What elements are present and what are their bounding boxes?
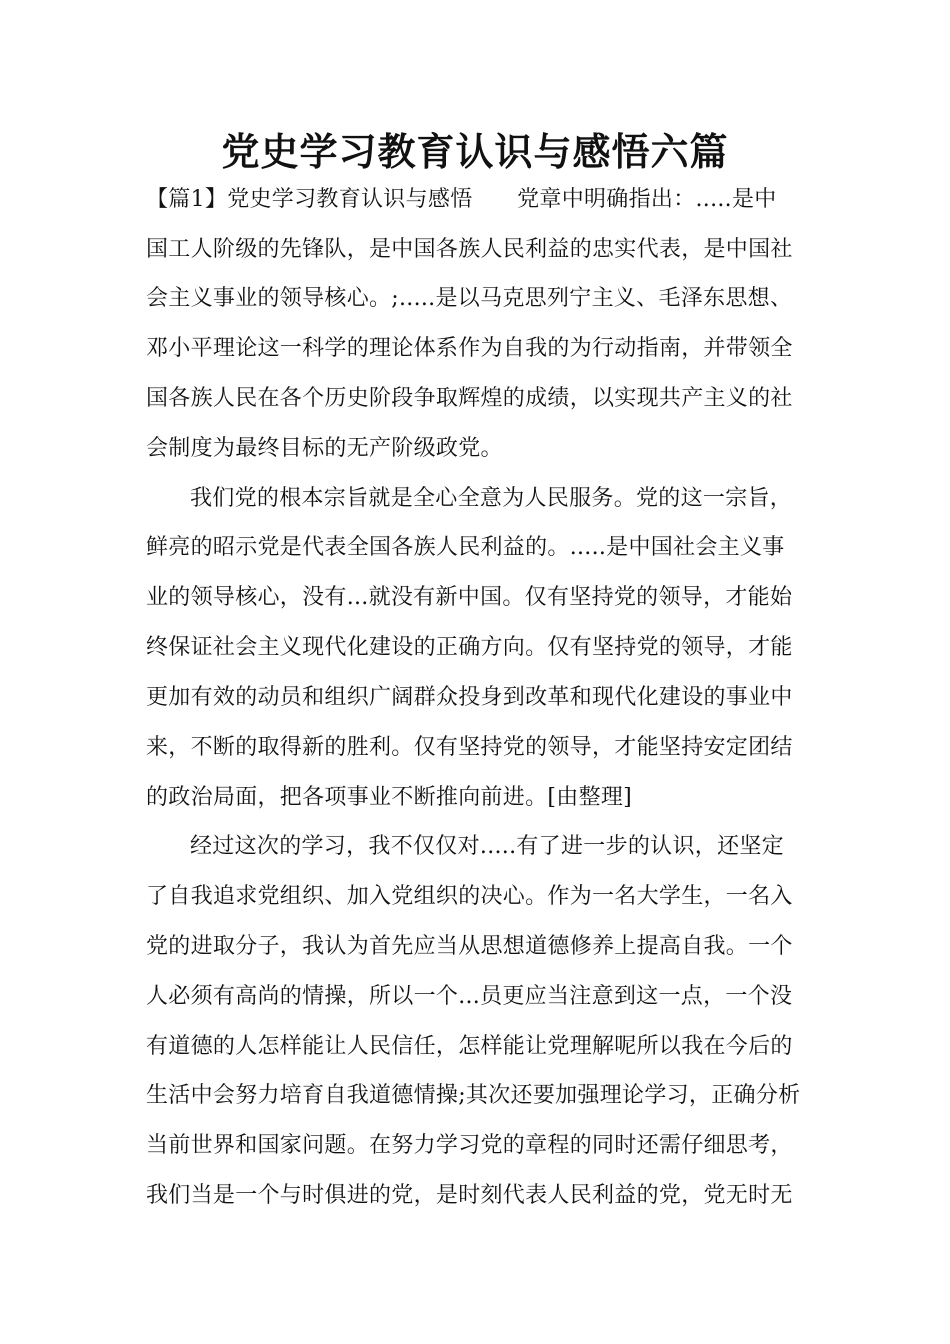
text-line: 来，不断的取得新的胜利。仅有坚持党的领导，才能坚持安定团结 (146, 735, 793, 760)
text-line: 邓小平理论这一科学的理论体系作为自我的为行动指南，并带领全 (146, 336, 793, 361)
text-line: 当前世界和国家问题。在努力学习党的章程的同时还需仔细思考， (146, 1133, 793, 1158)
text-line: 业的领导核心，没有...就没有新中国。仅有坚持党的领导，才能始 (146, 585, 793, 610)
text-line: 我们党的根本宗旨就是全心全意为人民服务。党的这一宗旨， (190, 486, 793, 511)
text-line: 鲜亮的昭示党是代表全国各族人民利益的。.....是中国社会主义事 (146, 535, 785, 560)
text-line: 人必须有高尚的情操，所以一个...员更应当注意到这一点，一个没 (146, 984, 793, 1009)
text-line: 会制度为最终目标的无产阶级政党。 (146, 436, 503, 461)
text-line: 的政治局面，把各项事业不断推向前进。[由整理] (146, 785, 633, 810)
text-line: 了自我追求党组织、加入党组织的决心。作为一名大学生，一名入 (146, 884, 793, 909)
text-line: 党的进取分子，我认为首先应当从思想道德修养上提高自我。一个 (146, 934, 793, 959)
text-line: 生活中会努力培育自我道德情操;其次还要加强理论学习，正确分析 (146, 1083, 801, 1108)
text-line: 会主义事业的领导核心。;.....是以马克思列宁主义、毛泽东思想、 (146, 286, 793, 311)
text-line: 经过这次的学习，我不仅仅对.....有了进一步的认识，还坚定 (190, 834, 784, 859)
text-line: 更加有效的动员和组织广阔群众投身到改革和现代化建设的事业中 (146, 685, 793, 710)
text-line: 终保证社会主义现代化建设的正确方向。仅有坚持党的领导，才能 (146, 635, 793, 660)
document-title: 党史学习教育认识与感悟六篇 (221, 129, 729, 174)
text-line: 有道德的人怎样能让人民信任，怎样能让党理解呢所以我在今后的 (146, 1034, 793, 1059)
text-line: 国工人阶级的先锋队，是中国各族人民利益的忠实代表，是中国社 (146, 237, 793, 262)
text-line: 【篇1】党史学习教育认识与感悟 党章中明确指出：.....是中 (146, 187, 777, 212)
text-line: 我们当是一个与时俱进的党，是时刻代表人民利益的党，党无时无 (146, 1183, 793, 1208)
text-line: 国各族人民在各个历史阶段争取辉煌的成绩，以实现共产主义的社 (146, 386, 793, 411)
